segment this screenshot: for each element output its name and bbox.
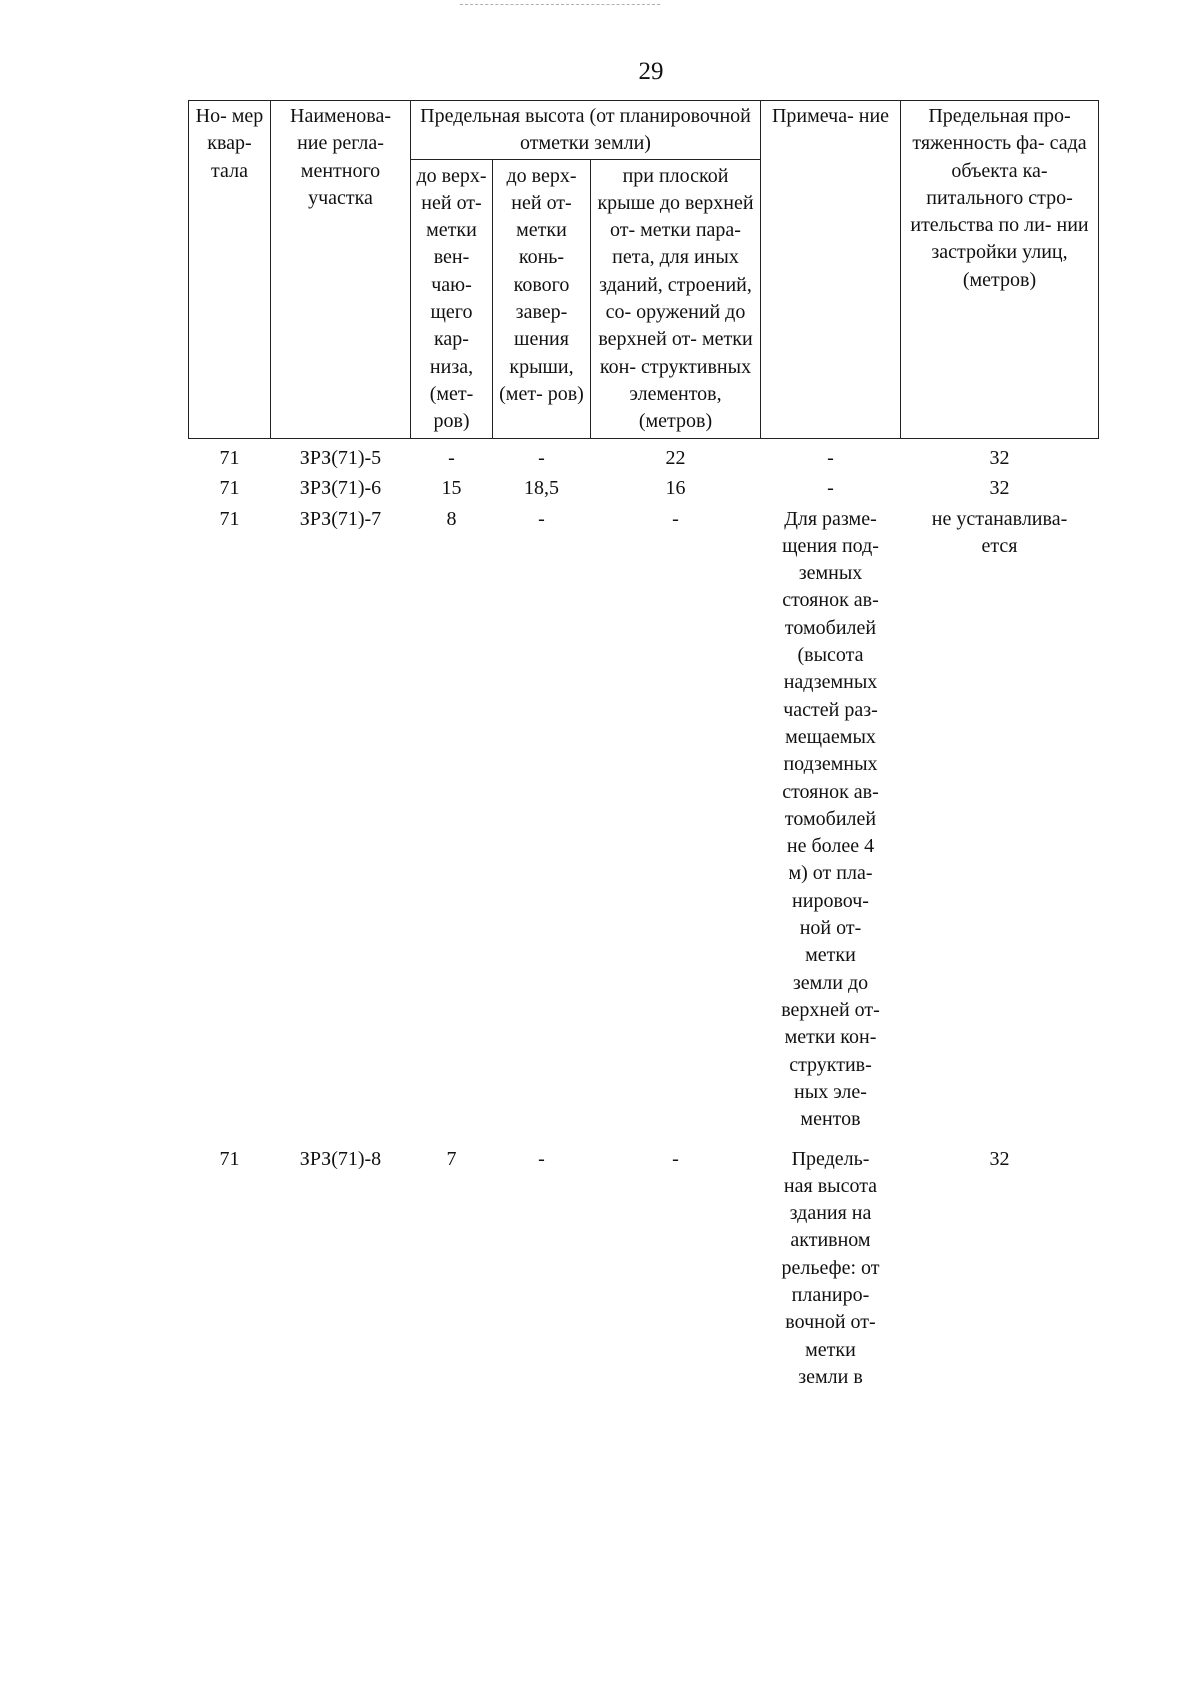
- regulations-table: [188, 100, 1099, 1391]
- cell-facade: 32: [989, 476, 1010, 499]
- cell-quarter: 71: [219, 507, 240, 530]
- cell-parapet: -: [672, 507, 679, 530]
- header-height-group: Предельная высота (от планировочной отметки земли): [411, 101, 761, 160]
- cell-cornice: 7: [446, 1147, 457, 1170]
- cell-section: ЗРЗ(71)-8: [299, 1147, 382, 1170]
- cell-ridge: 18,5: [524, 476, 559, 499]
- scan-top-edge: [460, 4, 660, 5]
- header-facade-length: Предельная про- тяженность фа- сада объекта ка- питального стро- ительства по ли- нии застройки улиц, (метров): [901, 101, 1099, 439]
- cell-parapet: 22: [665, 446, 686, 469]
- cell-note: -: [827, 476, 834, 499]
- cell-section: ЗРЗ(71)-5: [299, 446, 382, 469]
- cell-section: ЗРЗ(71)-7: [299, 507, 382, 530]
- cell-note: Для разме- щения под- земных стоянок ав- томобилей (высота надземных частей раз- мещаемых подземных стоянок ав- томобилей не более 4 м) от пла- нировоч- ной от- метки земли до верхней от- метки кон- структив- ных эле- ментов: [781, 507, 880, 1131]
- table-row: [189, 1146, 1099, 1392]
- header-note: Примеча- ние: [761, 101, 901, 439]
- table-row: [189, 475, 1099, 506]
- header-section-name: Наименова- ние регла- ментного участка: [271, 101, 411, 439]
- page-number: 29: [638, 58, 664, 85]
- cell-facade: не устанавлива- ется: [931, 507, 1068, 557]
- cell-note: -: [827, 446, 834, 469]
- table-row: [189, 506, 1099, 1146]
- cell-quarter: 71: [219, 476, 240, 499]
- cell-cornice: -: [448, 446, 455, 469]
- cell-quarter: 71: [219, 446, 240, 469]
- cell-ridge: -: [538, 1147, 545, 1170]
- cell-facade: 32: [989, 446, 1010, 469]
- table-row: [189, 438, 1099, 475]
- cell-parapet: 16: [665, 476, 686, 499]
- cell-ridge: -: [538, 507, 545, 530]
- cell-cornice: 8: [446, 507, 457, 530]
- header-height-parapet: при плоской крыше до верхней от- метки пара- пета, для иных зданий, строений, со- оружений до верхней от- метки кон- структивных элементов, (метров): [591, 159, 761, 438]
- cell-quarter: 71: [219, 1147, 240, 1170]
- cell-note: Предель- ная высота здания на активном рельефе: от планиро- вочной от- метки земли в: [781, 1147, 880, 1388]
- cell-parapet: -: [672, 1147, 679, 1170]
- cell-facade: 32: [989, 1147, 1010, 1170]
- cell-ridge: -: [538, 446, 545, 469]
- header-row-1: [189, 101, 1099, 160]
- cell-section: ЗРЗ(71)-6: [299, 476, 382, 499]
- header-height-cornice: до верх- ней от- метки вен- чаю- щего кар- низа, (мет- ров): [411, 159, 493, 438]
- header-height-ridge: до верх- ней от- метки конь- кового завер- шения крыши, (мет- ров): [493, 159, 591, 438]
- cell-cornice: 15: [441, 476, 462, 499]
- header-quarter-number: Но- мер квар- тала: [189, 101, 271, 439]
